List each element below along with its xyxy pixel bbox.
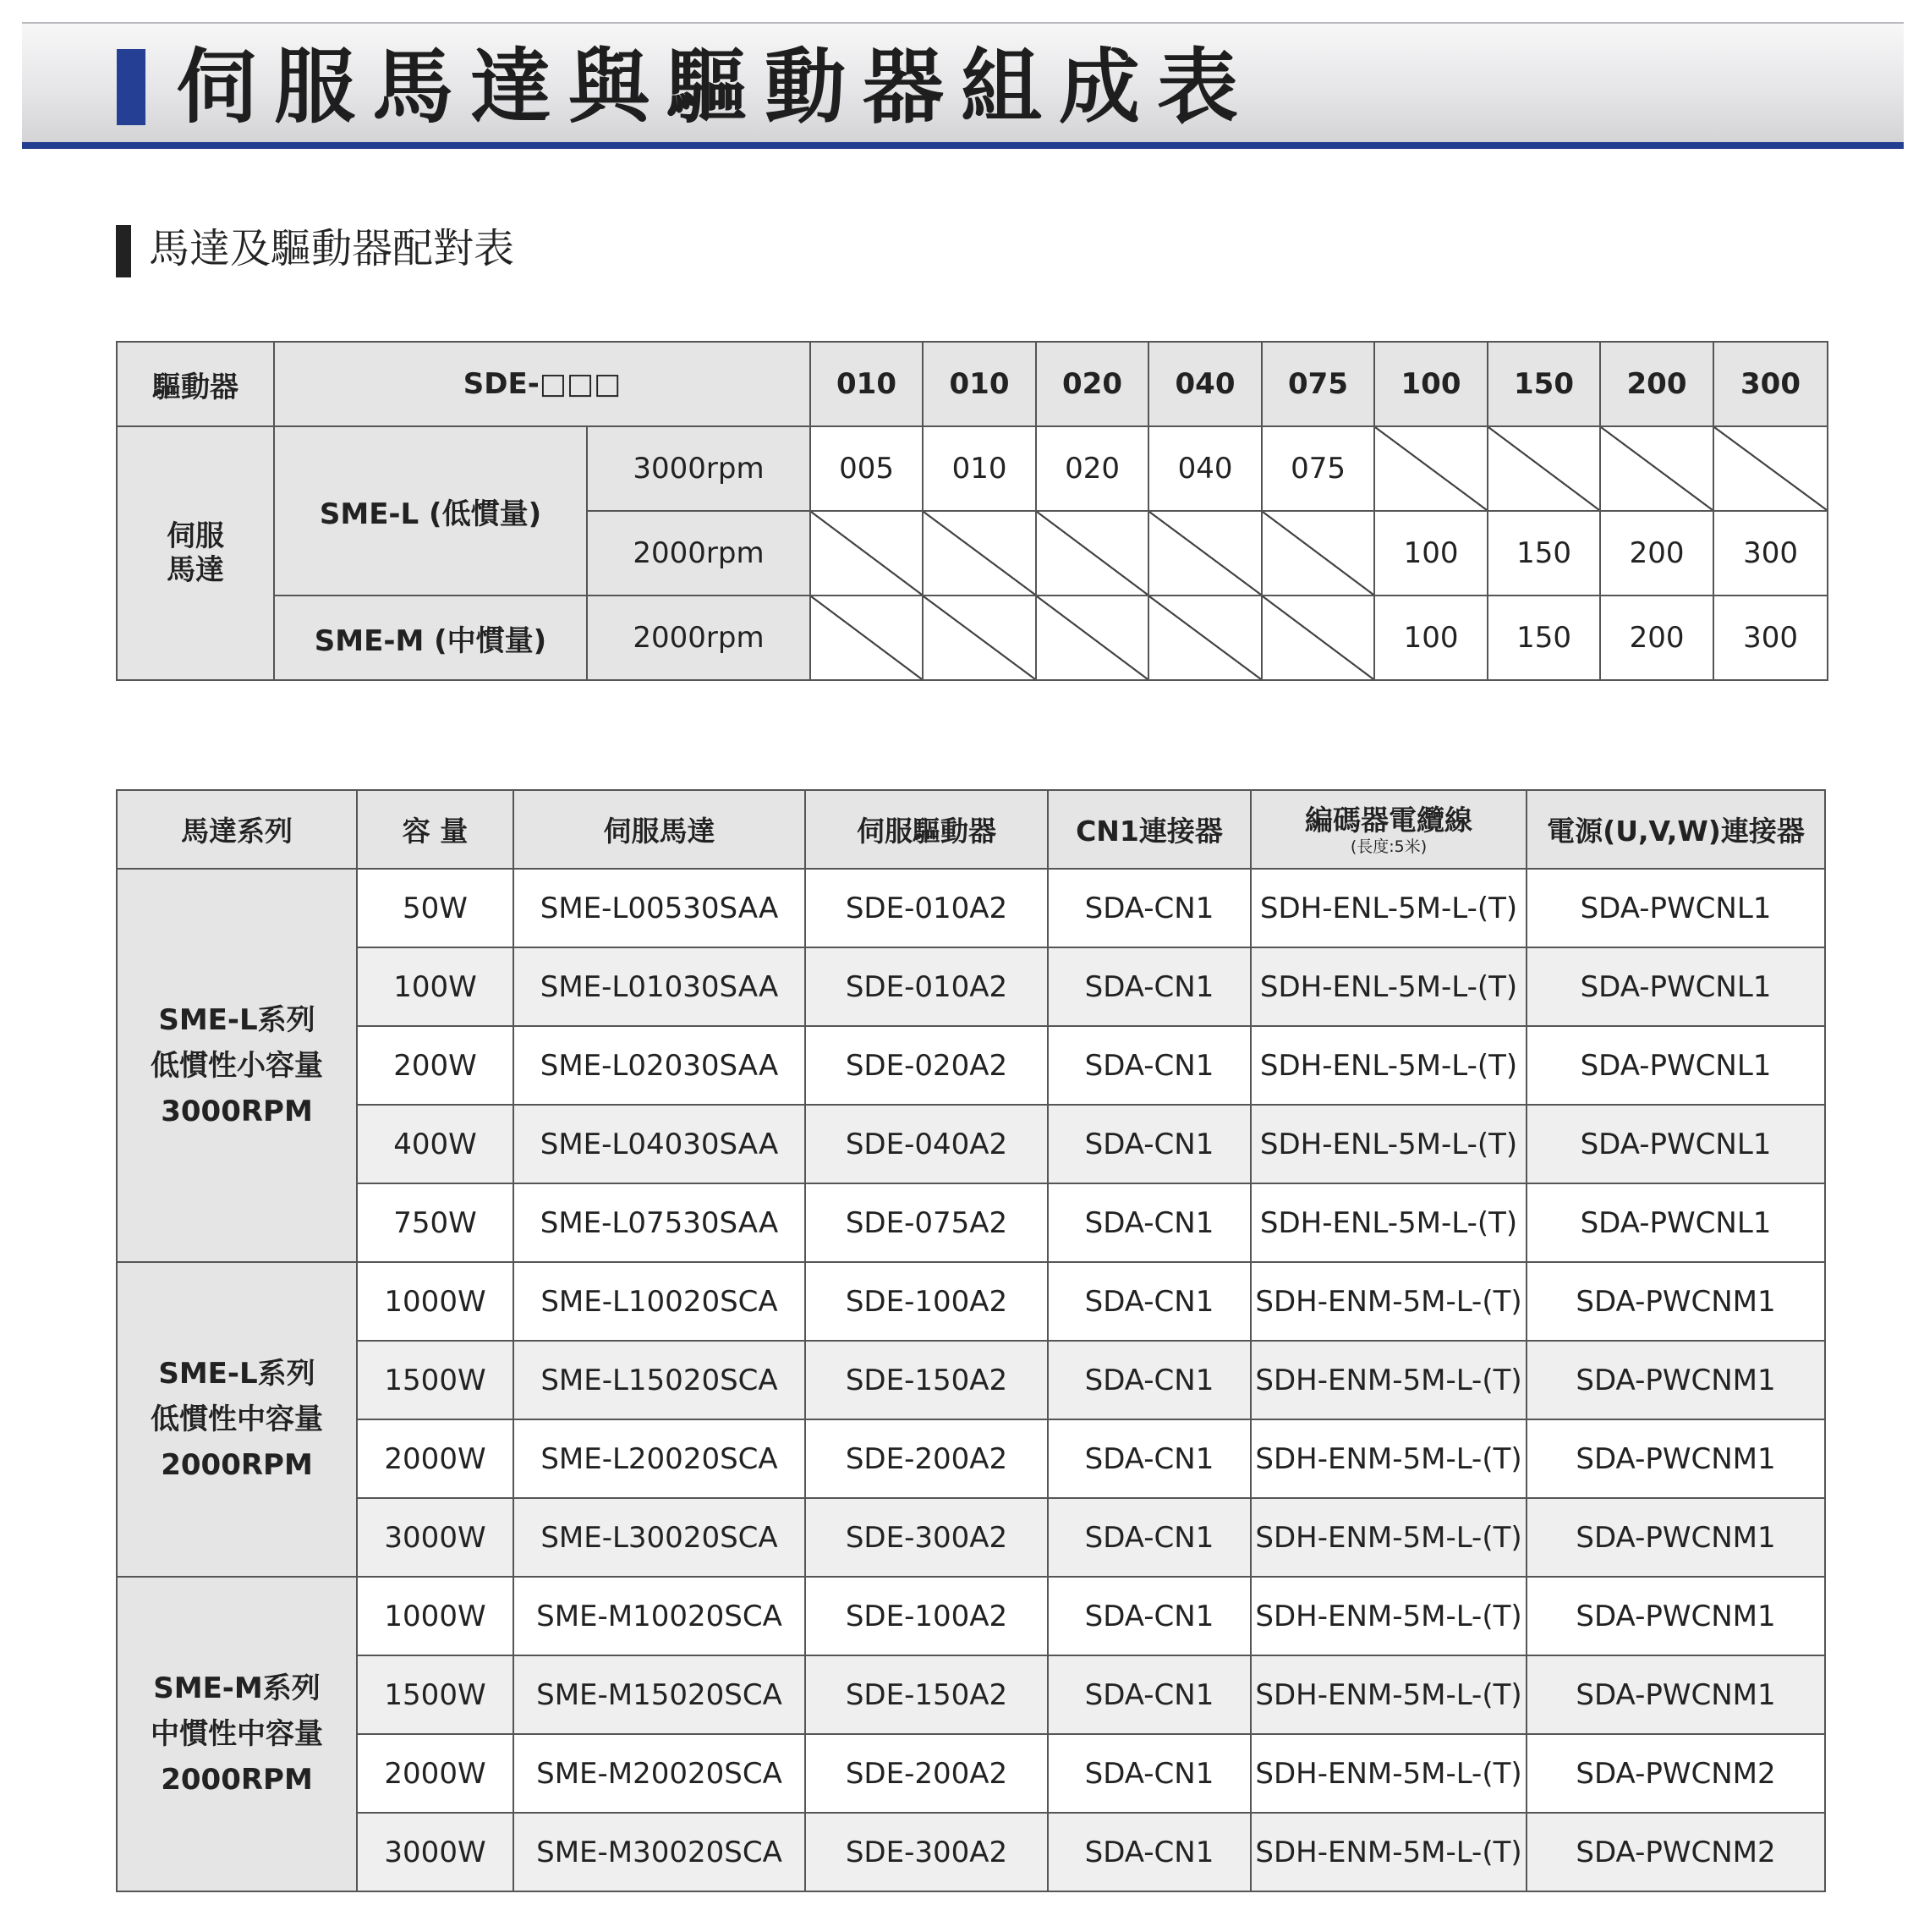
spec-row [117,1813,1825,1891]
capacity-cell: 750W [357,1183,513,1262]
empty-slash-cell [810,511,923,596]
empty-slash-cell [1148,596,1262,680]
spec-row [117,869,1825,947]
spec-row [117,1026,1825,1105]
cn1-cell: SDA-CN1 [1048,1498,1251,1577]
empty-slash-cell [810,596,923,680]
match-cell: 300 [1713,596,1828,680]
section-accent-bar [116,225,131,277]
match-cell: 100 [1374,511,1488,596]
empty-slash-cell [1148,511,1262,596]
capacity-cell: 1500W [357,1655,513,1734]
match-cell: 040 [1148,426,1262,511]
motor-label-cell [117,426,274,680]
title-accent-bar [117,49,145,125]
series-group-cell [117,869,357,1262]
section-title: 馬達及驅動器配對表 [149,225,515,272]
empty-slash-cell [1262,511,1374,596]
series-group-label: 2000RPM [161,1448,313,1482]
match-cell: 150 [1488,511,1600,596]
empty-slash-cell [1036,511,1148,596]
spec-row [117,1577,1825,1655]
speed-cell: 2000rpm [587,511,810,596]
header-series: 馬達系列 [117,790,357,869]
encoder-cell: SDH-ENM-5M-L-(T) [1251,1577,1527,1655]
driver-cell: SDE-100A2 [805,1577,1048,1655]
match-cell: 075 [1262,426,1374,511]
match-cell: 005 [810,426,923,511]
capacity-cell: 1500W [357,1341,513,1419]
series-group-label: SME-M系列 [153,1671,321,1705]
cn1-cell: SDA-CN1 [1048,1105,1251,1183]
motor-cell: SME-L10020SCA [513,1262,805,1341]
series-cell: SME-L (低慣量) [274,426,587,596]
driver-cell: SDE-020A2 [805,1026,1048,1105]
motor-cell: SME-L00530SAA [513,869,805,947]
driver-code-cell: 010 [810,342,923,426]
capacity-cell: 100W [357,947,513,1026]
capacity-cell: 1000W [357,1577,513,1655]
motor-cell: SME-M15020SCA [513,1655,805,1734]
driver-cell: SDE-040A2 [805,1105,1048,1183]
cn1-cell: SDA-CN1 [1048,869,1251,947]
cn1-cell: SDA-CN1 [1048,1026,1251,1105]
series-group-label: 3000RPM [161,1094,313,1128]
pairing-table [116,341,1828,681]
match-cell: 100 [1374,596,1488,680]
encoder-cell: SDH-ENL-5M-L-(T) [1251,947,1527,1026]
driver-code-cell: 300 [1713,342,1828,426]
match-cell: 150 [1488,596,1600,680]
spec-body [117,869,1825,1891]
driver-cell: SDE-100A2 [805,1262,1048,1341]
motor-cell: SME-M10020SCA [513,1577,805,1655]
encoder-cell: SDH-ENM-5M-L-(T) [1251,1341,1527,1419]
driver-label-cell: 驅動器 [117,342,274,426]
power-cell: SDA-PWCNM1 [1527,1498,1825,1577]
encoder-cell: SDH-ENL-5M-L-(T) [1251,1026,1527,1105]
cn1-cell: SDA-CN1 [1048,1183,1251,1262]
driver-code-cell: 075 [1262,342,1374,426]
spec-table [116,789,1826,1892]
empty-slash-cell [1713,426,1828,511]
power-cell: SDA-PWCNM2 [1527,1813,1825,1891]
header-driver: 伺服驅動器 [805,790,1048,869]
driver-cell: SDE-300A2 [805,1813,1048,1891]
match-cell: 010 [923,426,1036,511]
empty-slash-cell [1488,426,1600,511]
header-encoder-note: (長度:5米) [1350,837,1428,856]
motor-cell: SME-L04030SAA [513,1105,805,1183]
driver-cell: SDE-150A2 [805,1341,1048,1419]
speed-cell: 3000rpm [587,426,810,511]
spec-row [117,1183,1825,1262]
capacity-cell: 400W [357,1105,513,1183]
empty-slash-cell [1036,596,1148,680]
capacity-cell: 3000W [357,1813,513,1891]
series-cell: SME-M (中慣量) [274,596,587,680]
driver-cell: SDE-010A2 [805,869,1048,947]
encoder-cell: SDH-ENL-5M-L-(T) [1251,1105,1527,1183]
spec-row [117,1262,1825,1341]
cn1-cell: SDA-CN1 [1048,1577,1251,1655]
empty-slash-cell [1262,596,1374,680]
title-banner [22,22,1904,149]
empty-slash-cell [1374,426,1488,511]
series-group-cell [117,1577,357,1891]
header-power: 電源(U,V,W)連接器 [1527,790,1825,869]
encoder-cell: SDH-ENM-5M-L-(T) [1251,1262,1527,1341]
cn1-cell: SDA-CN1 [1048,1262,1251,1341]
driver-model-cell: SDE-□□□ [274,342,810,426]
cn1-cell: SDA-CN1 [1048,1419,1251,1498]
driver-code-cell: 150 [1488,342,1600,426]
power-cell: SDA-PWCNM1 [1527,1262,1825,1341]
encoder-cell: SDH-ENM-5M-L-(T) [1251,1813,1527,1891]
power-cell: SDA-PWCNL1 [1527,947,1825,1026]
power-cell: SDA-PWCNM1 [1527,1577,1825,1655]
capacity-cell: 50W [357,869,513,947]
series-group-label: SME-L系列 [158,1357,315,1391]
series-group-label: 2000RPM [161,1763,313,1797]
power-cell: SDA-PWCNM1 [1527,1419,1825,1498]
capacity-cell: 2000W [357,1734,513,1813]
match-cell: 020 [1036,426,1148,511]
capacity-cell: 2000W [357,1419,513,1498]
spec-header-row [117,790,1825,869]
page-title: 伺服馬達與驅動器組成表 [176,40,1255,134]
driver-cell: SDE-150A2 [805,1655,1048,1734]
driver-code-cell: 040 [1148,342,1262,426]
empty-slash-cell [1600,426,1713,511]
encoder-cell: SDH-ENL-5M-L-(T) [1251,869,1527,947]
empty-slash-cell [923,596,1036,680]
cn1-cell: SDA-CN1 [1048,1655,1251,1734]
encoder-cell: SDH-ENL-5M-L-(T) [1251,1183,1527,1262]
encoder-cell: SDH-ENM-5M-L-(T) [1251,1419,1527,1498]
power-cell: SDA-PWCNM1 [1527,1655,1825,1734]
spec-row [117,1498,1825,1577]
motor-cell: SME-L02030SAA [513,1026,805,1105]
cn1-cell: SDA-CN1 [1048,1813,1251,1891]
motor-label: 伺服馬達 [167,519,224,587]
motor-cell: SME-L20020SCA [513,1419,805,1498]
capacity-cell: 3000W [357,1498,513,1577]
series-group-label: 中慣性中容量 [151,1717,323,1751]
motor-cell: SME-L30020SCA [513,1498,805,1577]
spec-row [117,947,1825,1026]
header-encoder [1251,790,1527,869]
header-encoder-label: 編碼器電纜線 [1305,803,1472,837]
cn1-cell: SDA-CN1 [1048,1341,1251,1419]
power-cell: SDA-PWCNL1 [1527,1183,1825,1262]
power-cell: SDA-PWCNM2 [1527,1734,1825,1813]
cn1-cell: SDA-CN1 [1048,947,1251,1026]
driver-cell: SDE-075A2 [805,1183,1048,1262]
motor-cell: SME-M20020SCA [513,1734,805,1813]
encoder-cell: SDH-ENM-5M-L-(T) [1251,1734,1527,1813]
capacity-cell: 200W [357,1026,513,1105]
header-cn1: CN1連接器 [1048,790,1251,869]
speed-cell: 2000rpm [587,596,810,680]
power-cell: SDA-PWCNL1 [1527,869,1825,947]
encoder-cell: SDH-ENM-5M-L-(T) [1251,1655,1527,1734]
series-group-label: SME-L系列 [158,1002,315,1037]
series-group-label: 低慣性小容量 [151,1048,323,1083]
driver-code-cell: 020 [1036,342,1148,426]
spec-row [117,1105,1825,1183]
series-group-label: 低慣性中容量 [151,1402,323,1436]
spec-row [117,1419,1825,1498]
match-cell: 200 [1600,511,1713,596]
power-cell: SDA-PWCNL1 [1527,1105,1825,1183]
encoder-cell: SDH-ENM-5M-L-(T) [1251,1498,1527,1577]
cn1-cell: SDA-CN1 [1048,1734,1251,1813]
driver-cell: SDE-200A2 [805,1734,1048,1813]
spec-row [117,1341,1825,1419]
header-motor: 伺服馬達 [513,790,805,869]
motor-cell: SME-M30020SCA [513,1813,805,1891]
header-capacity: 容 量 [357,790,513,869]
driver-code-cell: 100 [1374,342,1488,426]
series-group-cell [117,1262,357,1577]
match-cell: 200 [1600,596,1713,680]
driver-cell: SDE-300A2 [805,1498,1048,1577]
pairing-header-row [117,342,1828,426]
power-cell: SDA-PWCNL1 [1527,1026,1825,1105]
driver-cell: SDE-200A2 [805,1419,1048,1498]
match-cell: 300 [1713,511,1828,596]
capacity-cell: 1000W [357,1262,513,1341]
motor-cell: SME-L07530SAA [513,1183,805,1262]
driver-cell: SDE-010A2 [805,947,1048,1026]
spec-row [117,1655,1825,1734]
motor-cell: SME-L01030SAA [513,947,805,1026]
driver-code-cell: 010 [923,342,1036,426]
pairing-row [117,426,1828,511]
spec-row [117,1734,1825,1813]
pairing-row [117,596,1828,680]
empty-slash-cell [923,511,1036,596]
motor-cell: SME-L15020SCA [513,1341,805,1419]
driver-code-cell: 200 [1600,342,1713,426]
power-cell: SDA-PWCNM1 [1527,1341,1825,1419]
